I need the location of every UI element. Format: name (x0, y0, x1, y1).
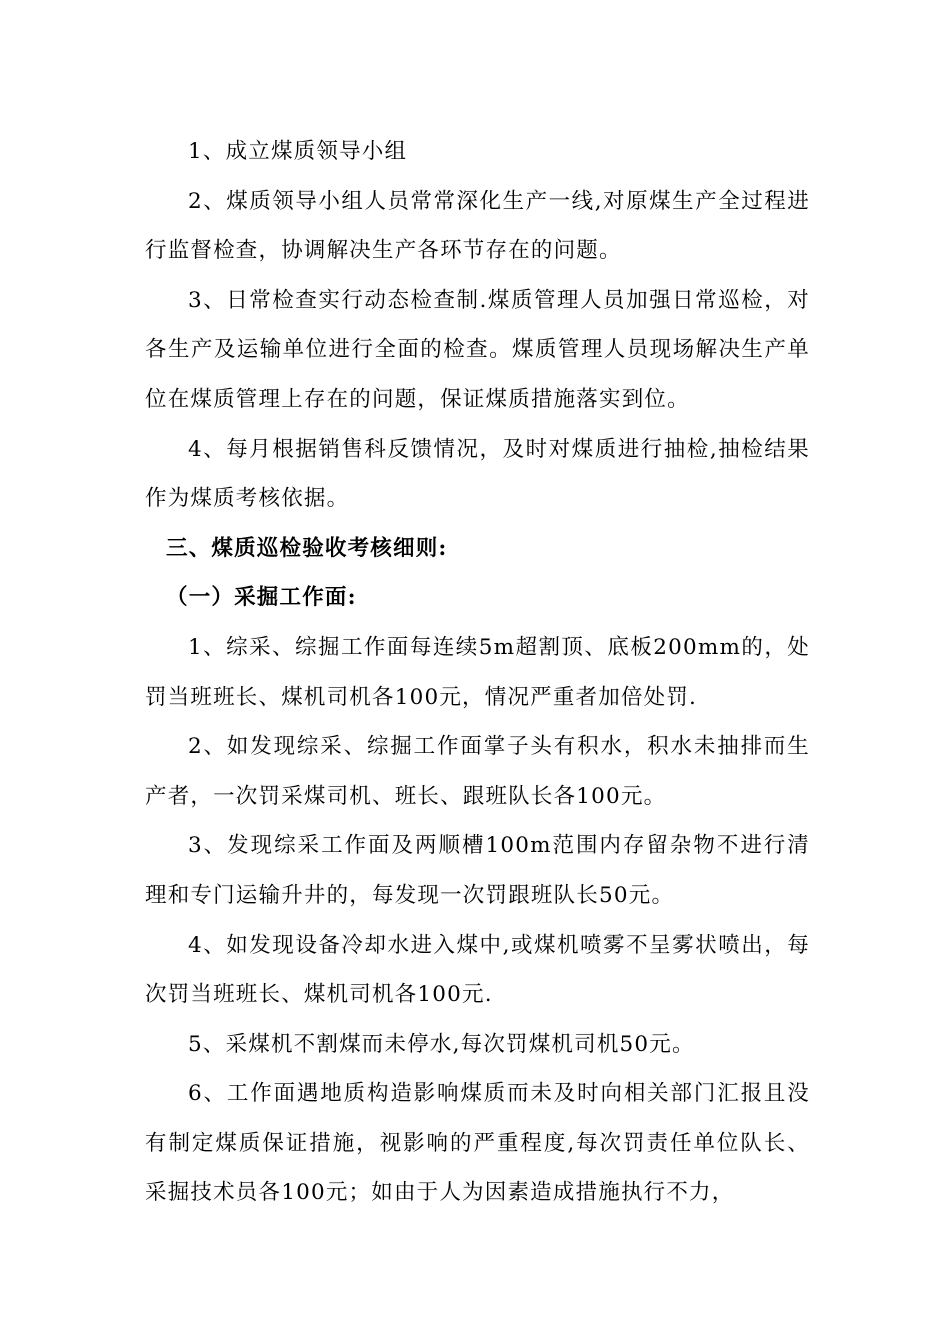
subsection-heading: （一）采掘工作面: (166, 585, 357, 611)
rule-item-6: 6、工作面遇地质构造影响煤质而未及时向相关部门汇报且没有制定煤质保证措施，视影响的严重程度,每次罚责任单位队长、采掘技术员各100元；如由于人为因素造成措施执行不力， (145, 1081, 810, 1206)
paragraph-item-1: 1、成立煤质领导小组 (188, 139, 408, 164)
document-body (145, 127, 810, 1218)
rule-item-1: 1、综采、综掘工作面每连续5m超割顶、底板200mm的，处罚当班班长、煤机司机各100元，情况严重者加倍处罚. (145, 634, 810, 710)
section-heading: 三、煤质巡检验收考核细则: (166, 535, 448, 561)
rule-item-4: 4、如发现设备冷却水进入煤中,或煤机喷雾不呈雾状喷出，每次罚当班班长、煤机司机各100元. (145, 932, 810, 1008)
paragraph-item-4: 4、每月根据销售科反馈情况，及时对煤质进行抽检,抽检结果作为煤质考核依据。 (145, 436, 810, 512)
rule-item-2: 2、如发现综采、综掘工作面掌子头有积水，积水未抽排而生产者，一次罚采煤司机、班长、跟班队长各100元。 (145, 734, 810, 809)
rule-item-3: 3、发现综采工作面及两顺槽100m范围内存留杂物不进行清理和专门运输升井的，每发现一次罚跟班队长50元。 (145, 833, 810, 908)
paragraph-item-3: 3、日常检查实行动态检查制.煤质管理人员加强日常巡检，对各生产及运输单位进行全面的检查。煤质管理人员现场解决生产单位在煤质管理上存在的问题，保证煤质措施落实到位。 (145, 287, 810, 412)
paragraph-item-2: 2、煤质领导小组人员常常深化生产一线,对原煤生产全过程进行监督检查，协调解决生产各环节存在的问题。 (145, 188, 810, 264)
rule-item-5: 5、采煤机不割煤而未停水,每次罚煤机司机50元。 (188, 1031, 695, 1057)
